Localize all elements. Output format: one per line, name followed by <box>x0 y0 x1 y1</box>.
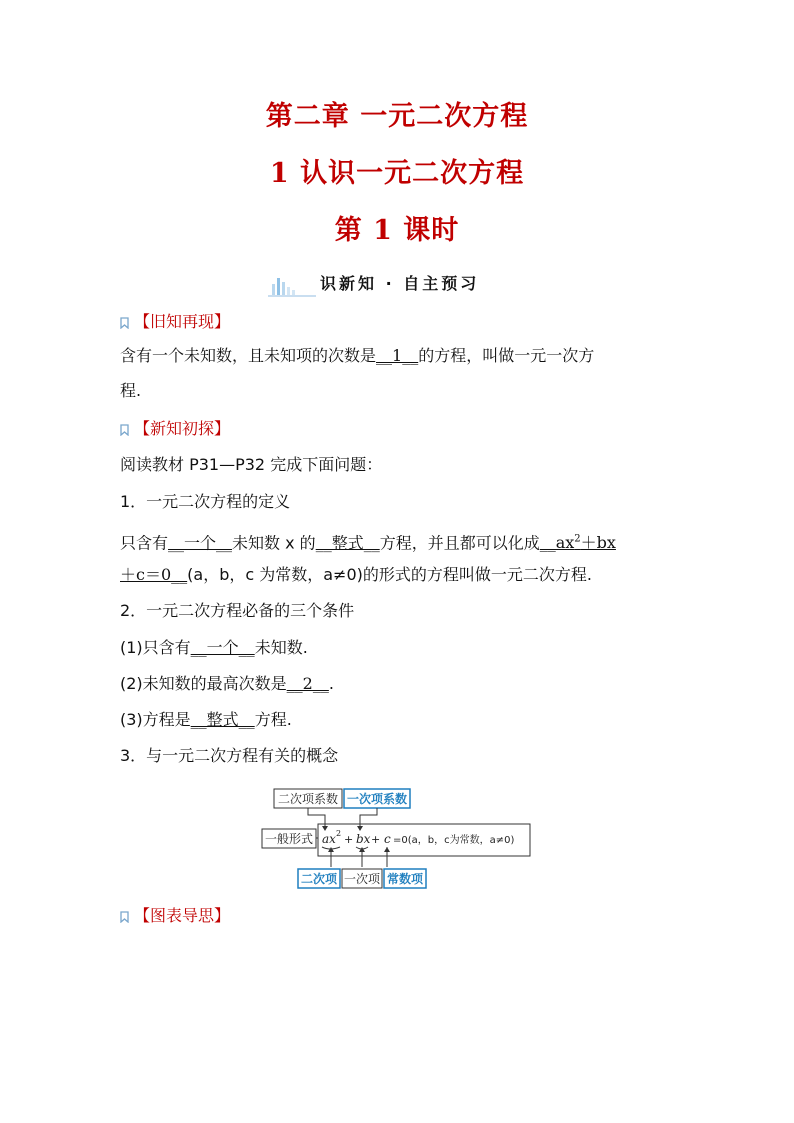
lin-coef-label: 一次项系数 <box>346 792 408 806</box>
condition-1 <box>120 635 680 661</box>
eq-c: c <box>384 832 391 846</box>
superscript: 2 <box>574 534 581 545</box>
concept-diagram <box>260 785 535 891</box>
general-form-box <box>262 829 316 848</box>
eq-ax: ax <box>322 832 336 846</box>
text: 含有一个未知数，且未知项的次数是 <box>120 346 377 365</box>
eq-bx: bx <box>356 832 371 846</box>
const-term-box <box>384 869 426 888</box>
answer-blank: ＋c＝0__ <box>120 565 188 584</box>
section-banner <box>268 270 530 298</box>
quad-coef-label: 二次项系数 <box>277 792 339 806</box>
section-heading-chart-text: 【图表导思】 <box>134 906 231 925</box>
paragraph-old-1 <box>120 343 680 369</box>
answer-blank <box>540 533 616 552</box>
eq-sup: 2 <box>336 829 342 838</box>
bookmark-icon <box>120 424 130 436</box>
answer-blank: __一个__ <box>190 638 255 657</box>
text: 的方程，叫做一元一次方 <box>418 346 595 365</box>
condition-2 <box>120 671 680 697</box>
text: (a，b，c 为常数，a≠0)的形式的方程叫做一元二次方程. <box>187 565 592 584</box>
banner-decoration-icon <box>268 270 318 298</box>
text: 方程，并且都可以化成 <box>379 533 540 553</box>
answer-blank: __1__ <box>376 346 419 365</box>
answer-blank: __整式__ <box>315 533 380 553</box>
quad-coef-box <box>274 789 342 808</box>
item1-line2 <box>120 562 680 588</box>
section-heading-new <box>120 416 230 442</box>
text: . <box>328 674 334 693</box>
section-heading-old <box>120 309 230 335</box>
general-form-label: 一般形式 <box>264 832 314 846</box>
section-heading-new-text: 【新知初探】 <box>134 419 231 438</box>
text: 只含有 <box>120 533 169 553</box>
eq-plus-2: + <box>371 833 381 846</box>
const-term-label: 常数项 <box>386 872 424 886</box>
lesson-title: 1 认识一元二次方程 <box>269 158 525 189</box>
lin-coef-box <box>344 789 410 808</box>
eq-rest: =0(a，b，c为常数，a≠0) <box>393 835 515 846</box>
item1-line1 <box>120 527 680 556</box>
text: ＋bx <box>580 533 616 553</box>
chapter-title: 第二章 一元二次方程 <box>265 101 529 132</box>
condition-3 <box>120 707 680 733</box>
eq-plus-1: + <box>344 833 354 846</box>
text: __ax <box>539 533 575 553</box>
text: 方程. <box>254 710 292 729</box>
item3-title: 3．与一元二次方程有关的概念 <box>120 746 339 765</box>
paragraph-old-2: 程. <box>120 381 142 400</box>
lin-term-box <box>342 869 382 888</box>
section-heading-chart <box>120 903 230 929</box>
intro-line: 阅读教材 P31—P32 完成下面问题： <box>120 455 383 474</box>
answer-blank: __2__ <box>286 674 329 693</box>
answer-blank: __整式__ <box>190 710 255 729</box>
quad-term-label: 二次项 <box>300 872 338 886</box>
bookmark-icon <box>120 911 130 923</box>
lin-term-label: 一次项 <box>343 872 381 886</box>
period-title: 第 1 课时 <box>334 215 460 246</box>
banner-text: 识新知 · 自主预习 <box>320 274 480 293</box>
item1-title: 1．一元二次方程的定义 <box>120 492 291 511</box>
text: 未知数 x 的 <box>232 533 316 553</box>
text: 未知数. <box>254 638 308 657</box>
text: (3)方程是 <box>120 710 191 729</box>
answer-blank: __一个__ <box>168 533 233 553</box>
bookmark-icon <box>120 317 130 329</box>
quad-term-box <box>298 869 340 888</box>
text: (1)只含有 <box>120 638 191 657</box>
section-heading-old-text: 【旧知再现】 <box>134 312 231 331</box>
text: (2)未知数的最高次数是 <box>120 674 287 693</box>
item2-title: 2．一元二次方程必备的三个条件 <box>120 601 355 620</box>
